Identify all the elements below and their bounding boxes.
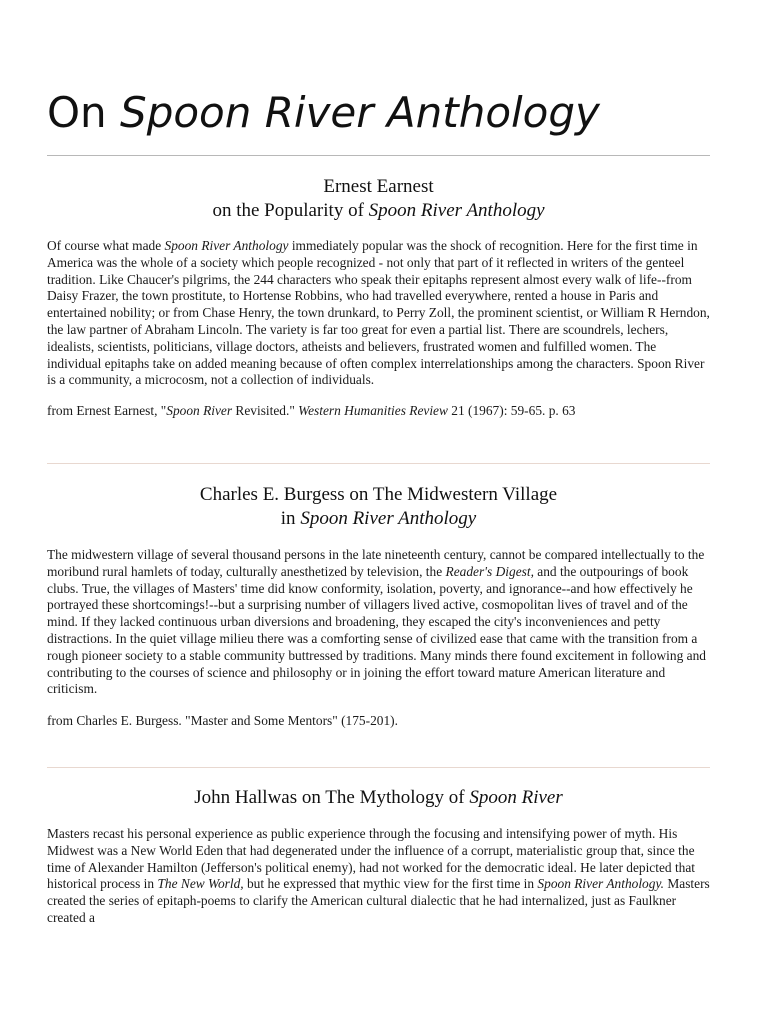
cite-text: from Ernest Earnest, " xyxy=(47,403,167,419)
para-text: Masters created the series of epitaph-poems to clarify the American cultural dialectic that he had internalized, just as Faulkner created a xyxy=(47,876,710,925)
para-text: Of course what made xyxy=(47,238,165,253)
section-burgess xyxy=(47,483,710,729)
section-paragraph xyxy=(47,238,710,389)
para-text: The midwestern village of several thousand persons in the late nineteenth century, cannot be compared intellectually to the moribund rural hamlets of today, culturally anesthetized by television, the xyxy=(47,547,705,579)
para-italic: Spoon River Anthology. xyxy=(537,876,664,892)
para-italic: Reader's Digest, xyxy=(445,563,534,579)
section-heading-line1: Charles E. Burgess on The Midwestern Village xyxy=(199,484,558,505)
page-title xyxy=(47,88,600,138)
section-earnest xyxy=(47,175,710,419)
para-italic: The New World, xyxy=(157,876,244,892)
section-heading-line2: in xyxy=(280,508,301,529)
para-italic: Spoon River Anthology xyxy=(164,238,289,253)
cite-text: 21 (1967): 59-65. p. 63 xyxy=(447,403,576,419)
section-heading-italic: Spoon River Anthology xyxy=(368,200,545,221)
section-divider xyxy=(47,463,710,464)
cite-italic: Spoon River xyxy=(166,403,233,419)
title-prefix: On xyxy=(47,88,121,137)
para-text: Masters recast his personal experience as public experience through the focusing and intensifying power of myth. His Midwest was a New World Eden that had degenerated under the influence of a corrupt, materialistic group that, since the time of Alexander Hamilton (Jefferson's political enemy), had not worked for the democratic ideal. He later depicted that historical process in xyxy=(47,826,696,892)
section-heading xyxy=(47,786,710,810)
title-italic: Spoon River Anthology xyxy=(120,88,600,137)
cite-text: Revisited." xyxy=(232,403,299,419)
para-text: but he expressed that mythic view for the first time in xyxy=(243,876,538,892)
section-citation: from Charles E. Burgess. "Master and Some Mentors" (175-201). xyxy=(47,713,398,729)
section-heading-italic: Spoon River Anthology xyxy=(300,508,477,529)
section-paragraph xyxy=(47,826,710,927)
title-divider xyxy=(47,155,710,156)
section-citation xyxy=(47,402,710,419)
section-heading-line1: Ernest Earnest xyxy=(323,176,434,197)
section-heading-italic: Spoon River xyxy=(469,787,563,808)
section-divider xyxy=(47,767,710,768)
para-text: and the outpourings of book clubs. True, the villages of Masters' time did know conformity, isolation, poverty, and ignorance--and how effectively he portrayed these shortcomings!--but a surprising number of villagers lived active, cosmopolitan lives of travel and of the mind. If they lacked continuous urban diversions and broadening, they escaped the city's inconveniences and petty distractions. In the quiet village milieu there was a comforting sense of civilized ease that came with the transition from a rough pioneer society to a stable community buttressed by traditions. Many minds there found excitement in following and contributing to the courses of science and philosophy or in joining the effort toward mature American literature and criticism. xyxy=(47,563,706,697)
para-text: immediately popular was the shock of recognition. Here for the first time in America was the whole of a society which people recognized - not only that part of it reflected in writers of the genteel tradition. Like Chaucer's pilgrims, the 244 characters who speak their epitaphs represent almost every walk of life--from Daisy Frazer, the town prostitute, to Hortense Robbins, who had travelled everywhere, rented a house in Paris and entertained nobility; or from Chase Henry, the town drunkard, to Perry Zoll, the prominent scientist, or William R Herndon, the law partner of Abraham Lincoln. The variety is far too great for even a partial list. There are scoundrels, lechers, idealists, scientists, politicians, village doctors, atheists and believers, frustrated women and fulfilled women. The individual epitaphs take on added meaning because of often complex interrelationships among the characters. Spoon River is a community, a microcosm, not a collection of individuals. xyxy=(47,238,710,388)
section-heading xyxy=(47,175,710,223)
section-heading-text: John Hallwas on The Mythology of xyxy=(194,787,470,808)
cite-italic: Western Humanities Review xyxy=(298,403,448,419)
section-paragraph xyxy=(47,547,710,698)
section-hallwas xyxy=(47,786,710,927)
section-heading xyxy=(47,483,710,531)
section-heading-line2: on the Popularity of xyxy=(212,200,369,221)
